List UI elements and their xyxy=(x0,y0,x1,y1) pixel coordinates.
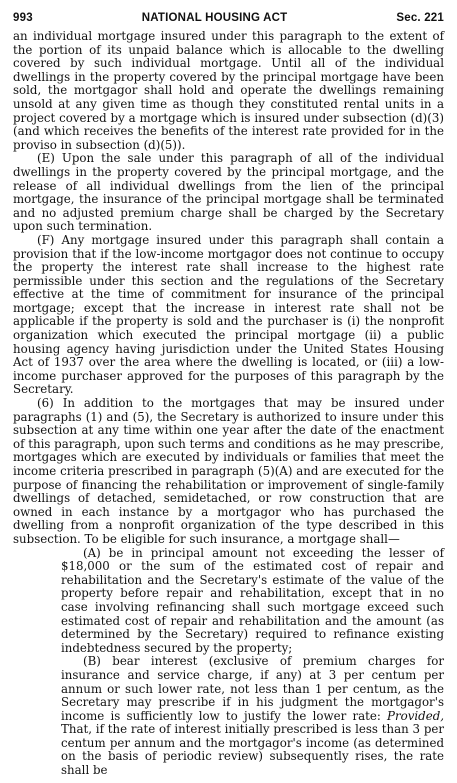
page-number: 993 xyxy=(13,12,33,24)
paragraph-f: (F) Any mortgage insured under this paragraph shall contain a provision that if the low-income mortgagor does not continue to occupy the property the interest rate shall increase to the highest rate permissible under this section and the regulations of the Secretary effective at the time of commitment for insurance of the principal mortgage; except that the increase in interest rate shall not be applicable if the property is sold and the purchaser is (i) the nonprofit organization which executed the principal mortgage (ii) a public housing agency having jurisdiction under the United States Housing Act of 1937 over the area where the dwelling is located, or (iii) a low-income purchaser approved for the purposes of this paragraph by the Secretary. xyxy=(13,232,444,397)
proviso-word: Provided, xyxy=(387,708,444,723)
running-header xyxy=(13,8,444,28)
paragraph-6: (6) In addition to the mortgages that may be insured under paragraphs (1) and (5), the Secretary is authorized to insure under this subsection at any time within one year after the date of the enactment of this paragraph, upon such terms and conditions as he may prescribe, mortgages which are executed by individuals or families that meet the income criteria prescribed in paragraph (5)(A) and are executed for the purpose of financing the rehabilitation or improvement of single-family dwellings of detached, semidetached, or row construction that are owned in each instance by a mortgagor who has purchased the dwelling from a nonprofit organization of the type described in this subsection. To be eligible for such insurance, a mortgage shall— xyxy=(13,396,444,546)
section-label: Sec. 221 xyxy=(396,12,444,24)
paragraph-e: (E) Upon the sale under this paragraph of all of the individual dwellings in the property covered by the principal mortgage, and the release of all individual dwellings from the lien of the principal mortgage, the insurance of the principal mortgage shall be terminated and no adjusted premium charge shall be charged by the Secretary upon such termination. xyxy=(13,151,444,234)
running-title: NATIONAL HOUSING ACT xyxy=(141,12,288,24)
subparagraph-b: (B) bear interest (exclusive of premium charges for insurance and service charge, if any) at 3 per centum per annum or such lower rate, not less than 1 per centum, as the Secretary may prescribe if in his judgment the mortgagor's income is sufficiently low to justify the lower rate: Provided, That, if the rate of interest initially prescribed is less than 3 per centum per annum and the mortgagor's income (as determined on the basis of periodic review) subsequently rises, the rate shall be xyxy=(61,654,444,778)
subparagraph-a: (A) be in principal amount not exceeding the lesser of $18,000 or the sum of the estimated cost of repair and rehabilitation and the Secretary's estimate of the value of the property before repair and rehabilitation, except that in no case involving refinancing shall such mortgage exceed such estimated cost of repair and rehabilitation and the amount (as determined by the Secretary) required to refinance existing indebtedness secured by the property; xyxy=(61,545,444,655)
body-text xyxy=(13,30,444,778)
subparagraph-list xyxy=(13,547,444,778)
paragraph-continuation: an individual mortgage insured under this paragraph to the extent of the portion of its unpaid balance which is allocable to the dwelling covered by such individual mortgage. Until all of the individual dwellings in the property covered by the principal mortgage have been sold, the mortgagor shall hold and operate the dwellings remaining unsold at any given time as though they constituted rental units in a project covered by a mortgage which is insured under subsection (d)(3) (and which receives the benefits of the interest rate provided for in the proviso in subsection (d)(5)). xyxy=(13,29,444,152)
